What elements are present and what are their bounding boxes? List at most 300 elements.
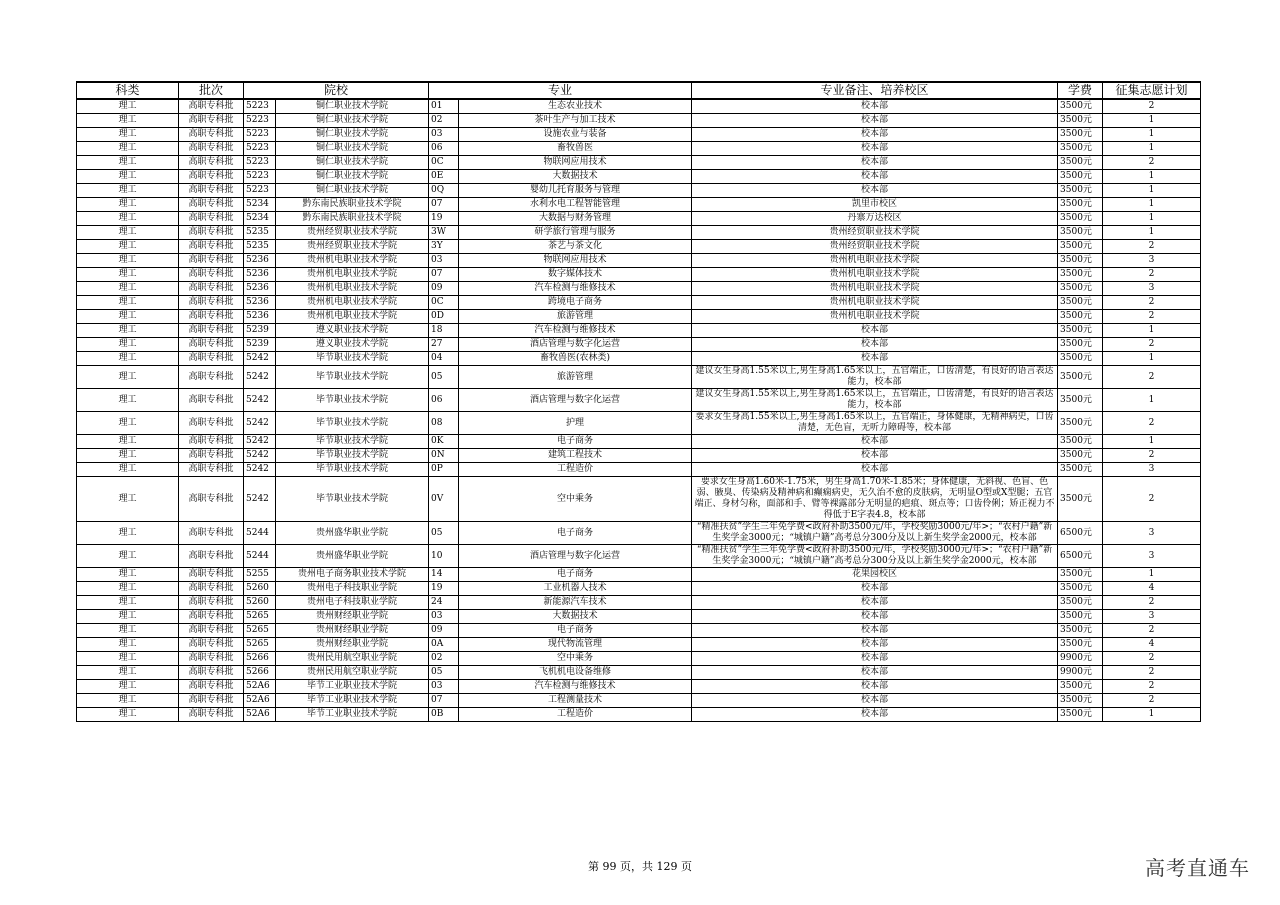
cell-school-name: 铜仁职业技术学院	[276, 99, 429, 114]
cell-plan: 2	[1103, 666, 1201, 680]
cell-notes: 校本部	[692, 582, 1058, 596]
cell-tuition: 9900元	[1058, 666, 1103, 680]
cell-tuition: 3500元	[1058, 240, 1103, 254]
header-tuition: 学费	[1058, 82, 1103, 99]
cell-school-name: 铜仁职业技术学院	[276, 128, 429, 142]
cell-notes: 校本部	[692, 652, 1058, 666]
cell-major-code: 0V	[429, 477, 459, 522]
cell-notes: 校本部	[692, 449, 1058, 463]
cell-school-code: 5236	[244, 254, 276, 268]
cell-notes: 贵州机电职业技术学院	[692, 268, 1058, 282]
cell-school-code: 5236	[244, 268, 276, 282]
cell-notes: 贵州经贸职业技术学院	[692, 240, 1058, 254]
cell-major-name: 空中乘务	[459, 652, 692, 666]
cell-notes: 校本部	[692, 694, 1058, 708]
table-row	[77, 449, 1201, 463]
cell-school-name: 毕节职业技术学院	[276, 366, 429, 389]
cell-plan: 1	[1103, 170, 1201, 184]
cell-plan: 2	[1103, 652, 1201, 666]
cell-major-code: 08	[429, 412, 459, 435]
cell-plan: 1	[1103, 226, 1201, 240]
cell-tuition: 3500元	[1058, 366, 1103, 389]
cell-major-code: 09	[429, 624, 459, 638]
cell-plan: 2	[1103, 156, 1201, 170]
table-row	[77, 522, 1201, 545]
cell-tuition: 3500元	[1058, 680, 1103, 694]
table-row	[77, 212, 1201, 226]
cell-school-code: 5236	[244, 310, 276, 324]
cell-batch: 高职专科批	[179, 226, 244, 240]
cell-major-name: 护理	[459, 412, 692, 435]
table-row	[77, 545, 1201, 568]
cell-category: 理工	[77, 240, 179, 254]
cell-notes: 要求女生身高1.60米-1.75米，男生身高1.70米-1.85米；身体健康，无斜视、色盲、色弱、腋臭、传染病及精神病和癫痫病史，无久治不愈的皮肤病，无明显O型或X型腿；五官端正、身材匀称，面部和手、臂等裸露部分无明显的疤痕、斑点等；口齿伶俐；矫正视力不得低于E字表4.8，校本部	[692, 477, 1058, 522]
cell-major-name: 大数据技术	[459, 610, 692, 624]
cell-plan: 2	[1103, 624, 1201, 638]
cell-notes: 校本部	[692, 435, 1058, 449]
table-row	[77, 170, 1201, 184]
cell-major-code: 0C	[429, 296, 459, 310]
cell-tuition: 3500元	[1058, 582, 1103, 596]
cell-major-name: 酒店管理与数字化运营	[459, 545, 692, 568]
cell-notes: 校本部	[692, 624, 1058, 638]
cell-school-name: 黔东南民族职业技术学院	[276, 212, 429, 226]
cell-school-code: 5236	[244, 296, 276, 310]
table-row	[77, 352, 1201, 366]
table-row	[77, 652, 1201, 666]
cell-category: 理工	[77, 545, 179, 568]
cell-category: 理工	[77, 582, 179, 596]
cell-plan: 2	[1103, 338, 1201, 352]
cell-school-name: 铜仁职业技术学院	[276, 114, 429, 128]
cell-category: 理工	[77, 666, 179, 680]
cell-school-code: 5234	[244, 198, 276, 212]
cell-major-code: 01	[429, 99, 459, 114]
cell-tuition: 3500元	[1058, 624, 1103, 638]
cell-category: 理工	[77, 449, 179, 463]
cell-batch: 高职专科批	[179, 366, 244, 389]
cell-school-name: 铜仁职业技术学院	[276, 184, 429, 198]
cell-school-name: 遵义职业技术学院	[276, 324, 429, 338]
cell-plan: 3	[1103, 463, 1201, 477]
cell-batch: 高职专科批	[179, 435, 244, 449]
header-batch: 批次	[179, 82, 244, 99]
cell-plan: 3	[1103, 282, 1201, 296]
table-row	[77, 324, 1201, 338]
cell-notes: 校本部	[692, 99, 1058, 114]
cell-batch: 高职专科批	[179, 694, 244, 708]
cell-category: 理工	[77, 389, 179, 412]
cell-school-name: 遵义职业技术学院	[276, 338, 429, 352]
cell-batch: 高职专科批	[179, 652, 244, 666]
table-row	[77, 254, 1201, 268]
cell-notes: 校本部	[692, 666, 1058, 680]
cell-batch: 高职专科批	[179, 449, 244, 463]
cell-notes: 校本部	[692, 680, 1058, 694]
cell-school-name: 贵州财经职业学院	[276, 638, 429, 652]
cell-plan: 3	[1103, 545, 1201, 568]
cell-tuition: 3500元	[1058, 282, 1103, 296]
cell-category: 理工	[77, 412, 179, 435]
cell-school-name: 毕节职业技术学院	[276, 449, 429, 463]
cell-batch: 高职专科批	[179, 310, 244, 324]
cell-batch: 高职专科批	[179, 568, 244, 582]
header-category: 科类	[77, 82, 179, 99]
table-row	[77, 694, 1201, 708]
cell-tuition: 3500元	[1058, 338, 1103, 352]
table-body	[77, 99, 1201, 722]
cell-school-code: 52A6	[244, 694, 276, 708]
cell-batch: 高职专科批	[179, 254, 244, 268]
cell-plan: 2	[1103, 412, 1201, 435]
cell-plan: 3	[1103, 254, 1201, 268]
cell-major-name: 工程造价	[459, 463, 692, 477]
table-row	[77, 268, 1201, 282]
header-row	[77, 82, 1201, 99]
cell-tuition: 3500元	[1058, 156, 1103, 170]
cell-school-code: 5242	[244, 366, 276, 389]
cell-school-name: 贵州民用航空职业学院	[276, 652, 429, 666]
table-row	[77, 680, 1201, 694]
cell-school-name: 贵州电子科技职业学院	[276, 596, 429, 610]
cell-school-code: 5265	[244, 638, 276, 652]
cell-major-code: 0A	[429, 638, 459, 652]
cell-batch: 高职专科批	[179, 170, 244, 184]
cell-plan: 2	[1103, 596, 1201, 610]
cell-school-name: 贵州机电职业技术学院	[276, 254, 429, 268]
cell-major-name: 电子商务	[459, 435, 692, 449]
cell-plan: 1	[1103, 708, 1201, 722]
cell-tuition: 3500元	[1058, 198, 1103, 212]
table-row	[77, 142, 1201, 156]
cell-school-name: 贵州经贸职业技术学院	[276, 240, 429, 254]
cell-tuition: 3500元	[1058, 324, 1103, 338]
cell-notes: 校本部	[692, 170, 1058, 184]
cell-major-code: 03	[429, 680, 459, 694]
cell-batch: 高职专科批	[179, 99, 244, 114]
cell-batch: 高职专科批	[179, 610, 244, 624]
table-row	[77, 156, 1201, 170]
cell-notes: “精准扶贫”学生三年免学费<政府补助3500元/年，学校奖励3000元/年>；“农村户籍”新生奖学金3000元；“城镇户籍”高考总分300分及以上新生奖学金2000元，校本部	[692, 522, 1058, 545]
cell-school-code: 5239	[244, 338, 276, 352]
cell-school-name: 毕节职业技术学院	[276, 352, 429, 366]
cell-tuition: 3500元	[1058, 128, 1103, 142]
cell-plan: 1	[1103, 389, 1201, 412]
cell-tuition: 3500元	[1058, 708, 1103, 722]
cell-tuition: 3500元	[1058, 568, 1103, 582]
cell-major-code: 07	[429, 268, 459, 282]
table-row	[77, 226, 1201, 240]
cell-school-name: 贵州机电职业技术学院	[276, 268, 429, 282]
cell-batch: 高职专科批	[179, 184, 244, 198]
cell-school-name: 毕节职业技术学院	[276, 389, 429, 412]
cell-major-code: 0D	[429, 310, 459, 324]
cell-tuition: 3500元	[1058, 296, 1103, 310]
cell-school-code: 5265	[244, 610, 276, 624]
cell-category: 理工	[77, 128, 179, 142]
cell-school-code: 5234	[244, 212, 276, 226]
cell-school-code: 5223	[244, 128, 276, 142]
table-row	[77, 435, 1201, 449]
table-row	[77, 338, 1201, 352]
cell-batch: 高职专科批	[179, 522, 244, 545]
cell-school-name: 毕节工业职业技术学院	[276, 708, 429, 722]
cell-school-code: 5244	[244, 545, 276, 568]
cell-school-name: 贵州经贸职业技术学院	[276, 226, 429, 240]
cell-batch: 高职专科批	[179, 128, 244, 142]
cell-category: 理工	[77, 198, 179, 212]
cell-major-name: 大数据技术	[459, 170, 692, 184]
cell-notes: 丹寨万达校区	[692, 212, 1058, 226]
cell-school-code: 52A6	[244, 708, 276, 722]
cell-major-code: 0E	[429, 170, 459, 184]
cell-major-code: 0C	[429, 156, 459, 170]
cell-category: 理工	[77, 114, 179, 128]
table-row	[77, 412, 1201, 435]
cell-category: 理工	[77, 463, 179, 477]
cell-batch: 高职专科批	[179, 212, 244, 226]
cell-plan: 1	[1103, 114, 1201, 128]
cell-school-name: 贵州机电职业技术学院	[276, 282, 429, 296]
cell-major-code: 02	[429, 652, 459, 666]
cell-category: 理工	[77, 99, 179, 114]
cell-notes: 校本部	[692, 338, 1058, 352]
cell-school-code: 5242	[244, 477, 276, 522]
cell-plan: 1	[1103, 324, 1201, 338]
cell-category: 理工	[77, 282, 179, 296]
cell-category: 理工	[77, 296, 179, 310]
cell-tuition: 3500元	[1058, 226, 1103, 240]
cell-major-name: 空中乘务	[459, 477, 692, 522]
cell-school-name: 铜仁职业技术学院	[276, 142, 429, 156]
cell-tuition: 3500元	[1058, 268, 1103, 282]
cell-plan: 2	[1103, 694, 1201, 708]
cell-tuition: 3500元	[1058, 694, 1103, 708]
cell-plan: 3	[1103, 610, 1201, 624]
table-row	[77, 240, 1201, 254]
cell-plan: 1	[1103, 212, 1201, 226]
cell-batch: 高职专科批	[179, 477, 244, 522]
cell-major-code: 19	[429, 212, 459, 226]
cell-batch: 高职专科批	[179, 282, 244, 296]
table-row	[77, 568, 1201, 582]
cell-major-code: 05	[429, 522, 459, 545]
cell-category: 理工	[77, 170, 179, 184]
cell-major-name: 跨境电子商务	[459, 296, 692, 310]
cell-major-code: 0Q	[429, 184, 459, 198]
cell-major-code: 02	[429, 114, 459, 128]
cell-school-name: 贵州盛华职业学院	[276, 545, 429, 568]
cell-tuition: 3500元	[1058, 412, 1103, 435]
cell-notes: 校本部	[692, 128, 1058, 142]
table-row	[77, 99, 1201, 114]
cell-school-code: 52A6	[244, 680, 276, 694]
admission-table	[76, 81, 1201, 722]
cell-major-code: 07	[429, 198, 459, 212]
cell-category: 理工	[77, 156, 179, 170]
cell-school-code: 5242	[244, 463, 276, 477]
cell-major-name: 工程造价	[459, 708, 692, 722]
cell-school-code: 5223	[244, 170, 276, 184]
cell-tuition: 6500元	[1058, 522, 1103, 545]
cell-notes: “精准扶贫”学生三年免学费<政府补助3500元/年，学校奖励3000元/年>；“农村户籍”新生奖学金3000元；“城镇户籍”高考总分300分及以上新生奖学金2000元，校本部	[692, 545, 1058, 568]
cell-major-name: 旅游管理	[459, 310, 692, 324]
table-row	[77, 184, 1201, 198]
cell-batch: 高职专科批	[179, 114, 244, 128]
cell-notes: 凯里市校区	[692, 198, 1058, 212]
cell-plan: 1	[1103, 435, 1201, 449]
cell-major-code: 05	[429, 366, 459, 389]
cell-notes: 贵州机电职业技术学院	[692, 254, 1058, 268]
cell-major-name: 水利水电工程智能管理	[459, 198, 692, 212]
cell-tuition: 3500元	[1058, 449, 1103, 463]
table-row	[77, 128, 1201, 142]
cell-major-name: 物联网应用技术	[459, 156, 692, 170]
cell-major-code: 06	[429, 142, 459, 156]
cell-tuition: 3500元	[1058, 310, 1103, 324]
table-row	[77, 596, 1201, 610]
cell-school-code: 5242	[244, 435, 276, 449]
cell-major-name: 汽车检测与维修技术	[459, 282, 692, 296]
cell-category: 理工	[77, 226, 179, 240]
cell-major-code: 0K	[429, 435, 459, 449]
table-row	[77, 477, 1201, 522]
cell-major-name: 酒店管理与数字化运营	[459, 389, 692, 412]
cell-category: 理工	[77, 184, 179, 198]
cell-major-name: 工程测量技术	[459, 694, 692, 708]
cell-school-name: 贵州财经职业学院	[276, 624, 429, 638]
cell-major-name: 设施农业与装备	[459, 128, 692, 142]
cell-batch: 高职专科批	[179, 240, 244, 254]
cell-batch: 高职专科批	[179, 624, 244, 638]
cell-school-code: 5265	[244, 624, 276, 638]
cell-school-name: 毕节职业技术学院	[276, 463, 429, 477]
cell-notes: 校本部	[692, 352, 1058, 366]
cell-category: 理工	[77, 142, 179, 156]
cell-notes: 贵州机电职业技术学院	[692, 310, 1058, 324]
cell-school-name: 贵州财经职业学院	[276, 610, 429, 624]
header-notes: 专业备注、培养校区	[692, 82, 1058, 99]
page-footer: 第 99 页，共 129 页	[588, 860, 692, 873]
cell-major-code: 07	[429, 694, 459, 708]
cell-major-code: 3W	[429, 226, 459, 240]
cell-notes: 校本部	[692, 596, 1058, 610]
cell-school-name: 贵州机电职业技术学院	[276, 296, 429, 310]
cell-major-name: 汽车检测与维修技术	[459, 324, 692, 338]
cell-plan: 2	[1103, 268, 1201, 282]
cell-plan: 2	[1103, 296, 1201, 310]
cell-major-code: 10	[429, 545, 459, 568]
cell-tuition: 3500元	[1058, 142, 1103, 156]
cell-notes: 贵州经贸职业技术学院	[692, 226, 1058, 240]
table-row	[77, 624, 1201, 638]
cell-plan: 2	[1103, 680, 1201, 694]
cell-batch: 高职专科批	[179, 268, 244, 282]
cell-tuition: 3500元	[1058, 114, 1103, 128]
cell-school-code: 5266	[244, 652, 276, 666]
header-plan: 征集志愿计划	[1103, 82, 1201, 99]
cell-plan: 1	[1103, 198, 1201, 212]
cell-major-name: 畜牧兽医	[459, 142, 692, 156]
cell-school-name: 毕节工业职业技术学院	[276, 680, 429, 694]
cell-major-name: 电子商务	[459, 624, 692, 638]
cell-school-code: 5242	[244, 412, 276, 435]
cell-major-name: 生态农业技术	[459, 99, 692, 114]
cell-category: 理工	[77, 624, 179, 638]
cell-major-code: 14	[429, 568, 459, 582]
cell-tuition: 3500元	[1058, 463, 1103, 477]
cell-notes: 校本部	[692, 708, 1058, 722]
cell-batch: 高职专科批	[179, 142, 244, 156]
cell-major-name: 茶叶生产与加工技术	[459, 114, 692, 128]
table-row	[77, 638, 1201, 652]
cell-notes: 校本部	[692, 610, 1058, 624]
cell-batch: 高职专科批	[179, 338, 244, 352]
cell-major-name: 建筑工程技术	[459, 449, 692, 463]
cell-batch: 高职专科批	[179, 352, 244, 366]
cell-category: 理工	[77, 254, 179, 268]
cell-major-name: 茶艺与茶文化	[459, 240, 692, 254]
cell-major-name: 畜牧兽医(农林类)	[459, 352, 692, 366]
cell-category: 理工	[77, 708, 179, 722]
cell-major-code: 18	[429, 324, 459, 338]
table-row	[77, 198, 1201, 212]
cell-school-code: 5223	[244, 114, 276, 128]
table-row	[77, 666, 1201, 680]
cell-tuition: 3500元	[1058, 389, 1103, 412]
cell-school-name: 铜仁职业技术学院	[276, 156, 429, 170]
cell-tuition: 3500元	[1058, 184, 1103, 198]
cell-school-code: 5255	[244, 568, 276, 582]
cell-category: 理工	[77, 268, 179, 282]
cell-category: 理工	[77, 352, 179, 366]
cell-plan: 1	[1103, 568, 1201, 582]
cell-category: 理工	[77, 638, 179, 652]
cell-notes: 校本部	[692, 184, 1058, 198]
cell-tuition: 3500元	[1058, 435, 1103, 449]
cell-category: 理工	[77, 324, 179, 338]
cell-school-name: 黔东南民族职业技术学院	[276, 198, 429, 212]
cell-school-code: 5223	[244, 99, 276, 114]
table-row	[77, 708, 1201, 722]
cell-tuition: 3500元	[1058, 212, 1103, 226]
cell-major-name: 飞机机电设备维修	[459, 666, 692, 680]
cell-major-code: 03	[429, 610, 459, 624]
cell-category: 理工	[77, 568, 179, 582]
cell-school-code: 5260	[244, 582, 276, 596]
cell-school-name: 毕节职业技术学院	[276, 435, 429, 449]
cell-school-code: 5239	[244, 324, 276, 338]
cell-school-code: 5242	[244, 449, 276, 463]
cell-school-code: 5260	[244, 596, 276, 610]
cell-major-code: 0N	[429, 449, 459, 463]
cell-notes: 要求女生身高1.55米以上,男生身高1.65米以上，五官端正，身体健康，无精神病史，口齿清楚，无色盲，无听力障碍等，校本部	[692, 412, 1058, 435]
cell-major-name: 物联网应用技术	[459, 254, 692, 268]
cell-school-code: 5223	[244, 156, 276, 170]
cell-batch: 高职专科批	[179, 389, 244, 412]
cell-batch: 高职专科批	[179, 666, 244, 680]
cell-major-name: 现代物流管理	[459, 638, 692, 652]
cell-category: 理工	[77, 338, 179, 352]
cell-plan: 2	[1103, 449, 1201, 463]
cell-major-code: 04	[429, 352, 459, 366]
cell-major-code: 03	[429, 254, 459, 268]
cell-major-name: 婴幼儿托育服务与管理	[459, 184, 692, 198]
cell-school-code: 5235	[244, 240, 276, 254]
cell-category: 理工	[77, 610, 179, 624]
cell-tuition: 6500元	[1058, 545, 1103, 568]
cell-notes: 校本部	[692, 142, 1058, 156]
